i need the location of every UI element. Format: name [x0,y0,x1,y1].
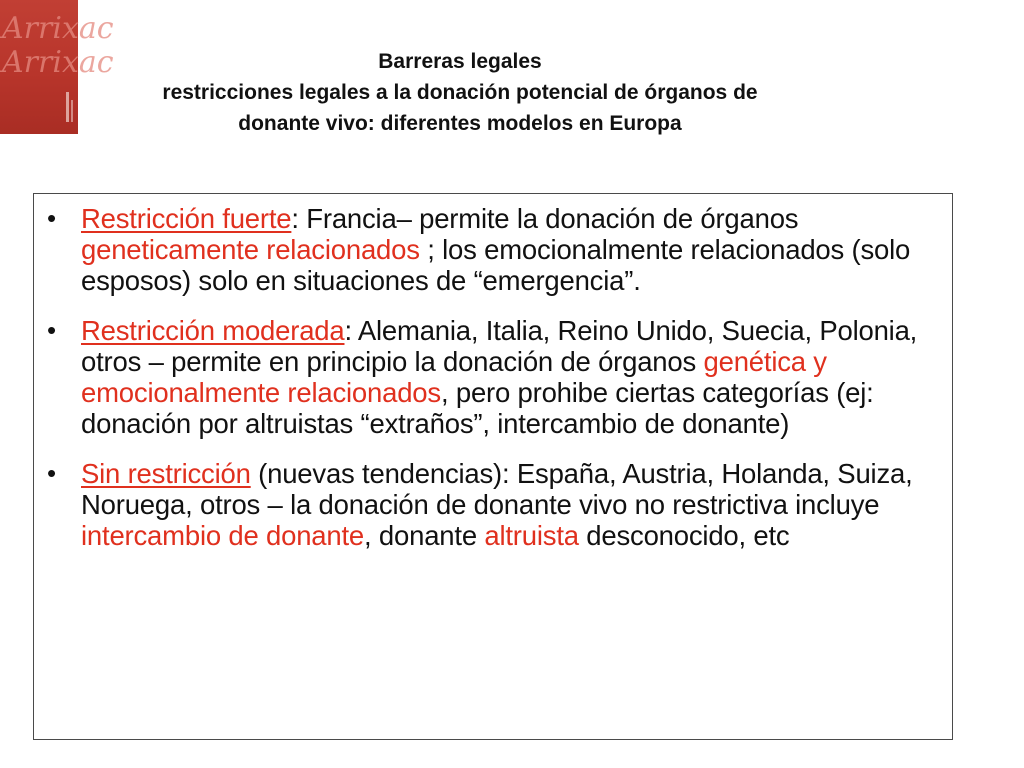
bullet-text: desconocido, etc [578,520,790,551]
logo-script-line2: Arrixac [2,45,114,80]
bullet-text: , donante [364,520,485,551]
bullet-text: ; los emocionalmente relacionados (solo esposos) solo en situaciones de “emergencia”. [81,234,911,296]
bullet-dot: • [47,315,56,345]
bullet-highlight: intercambio de donante [81,520,365,551]
bullet-item-strong-restriction [47,203,952,296]
bullet-highlight: altruista [484,520,579,551]
bullet-list [47,203,952,570]
bullet-text: , pero prohibe ciertas categorías (ej: donación por altruistas “extraños”, intercambio de donante) [81,377,874,439]
bullet-dot: • [47,203,56,233]
bullet-text: Francia– permite la donación de órganos [306,203,799,234]
bullet-item-no-restriction [47,458,952,551]
bullet-dot: • [47,458,56,488]
slide-title [60,46,860,139]
bullet-text: (nuevas tendencias): España, Austria, Holanda, Suiza, Noruega, otros – la donación de donante vivo no restrictiva incluye [81,458,913,520]
bullet-heading: Sin restricción [81,458,251,489]
bullet-separator: : [344,315,358,346]
bullet-text: Alemania, Italia, Reino Unido, Suecia, Polonia, otros – permite en principio la donación de órganos [81,315,918,377]
bullet-highlight: geneticamente relacionados [81,234,420,265]
title-line-2: restricciones legales a la donación potencial de órganos de [162,81,758,104]
bullet-highlight: genética y emocionalmente relacionados [81,346,827,408]
content-box [33,193,953,740]
logo-script-line1: Arrixac [2,11,114,46]
title-line-3: donante vivo: diferentes modelos en Europa [238,112,682,135]
bullet-separator: : [291,203,307,234]
bullet-heading: Restricción moderada [81,315,345,346]
title-line-1: Barreras legales [378,50,542,73]
bullet-heading: Restricción fuerte [81,203,292,234]
bullet-item-moderate-restriction [47,315,952,439]
